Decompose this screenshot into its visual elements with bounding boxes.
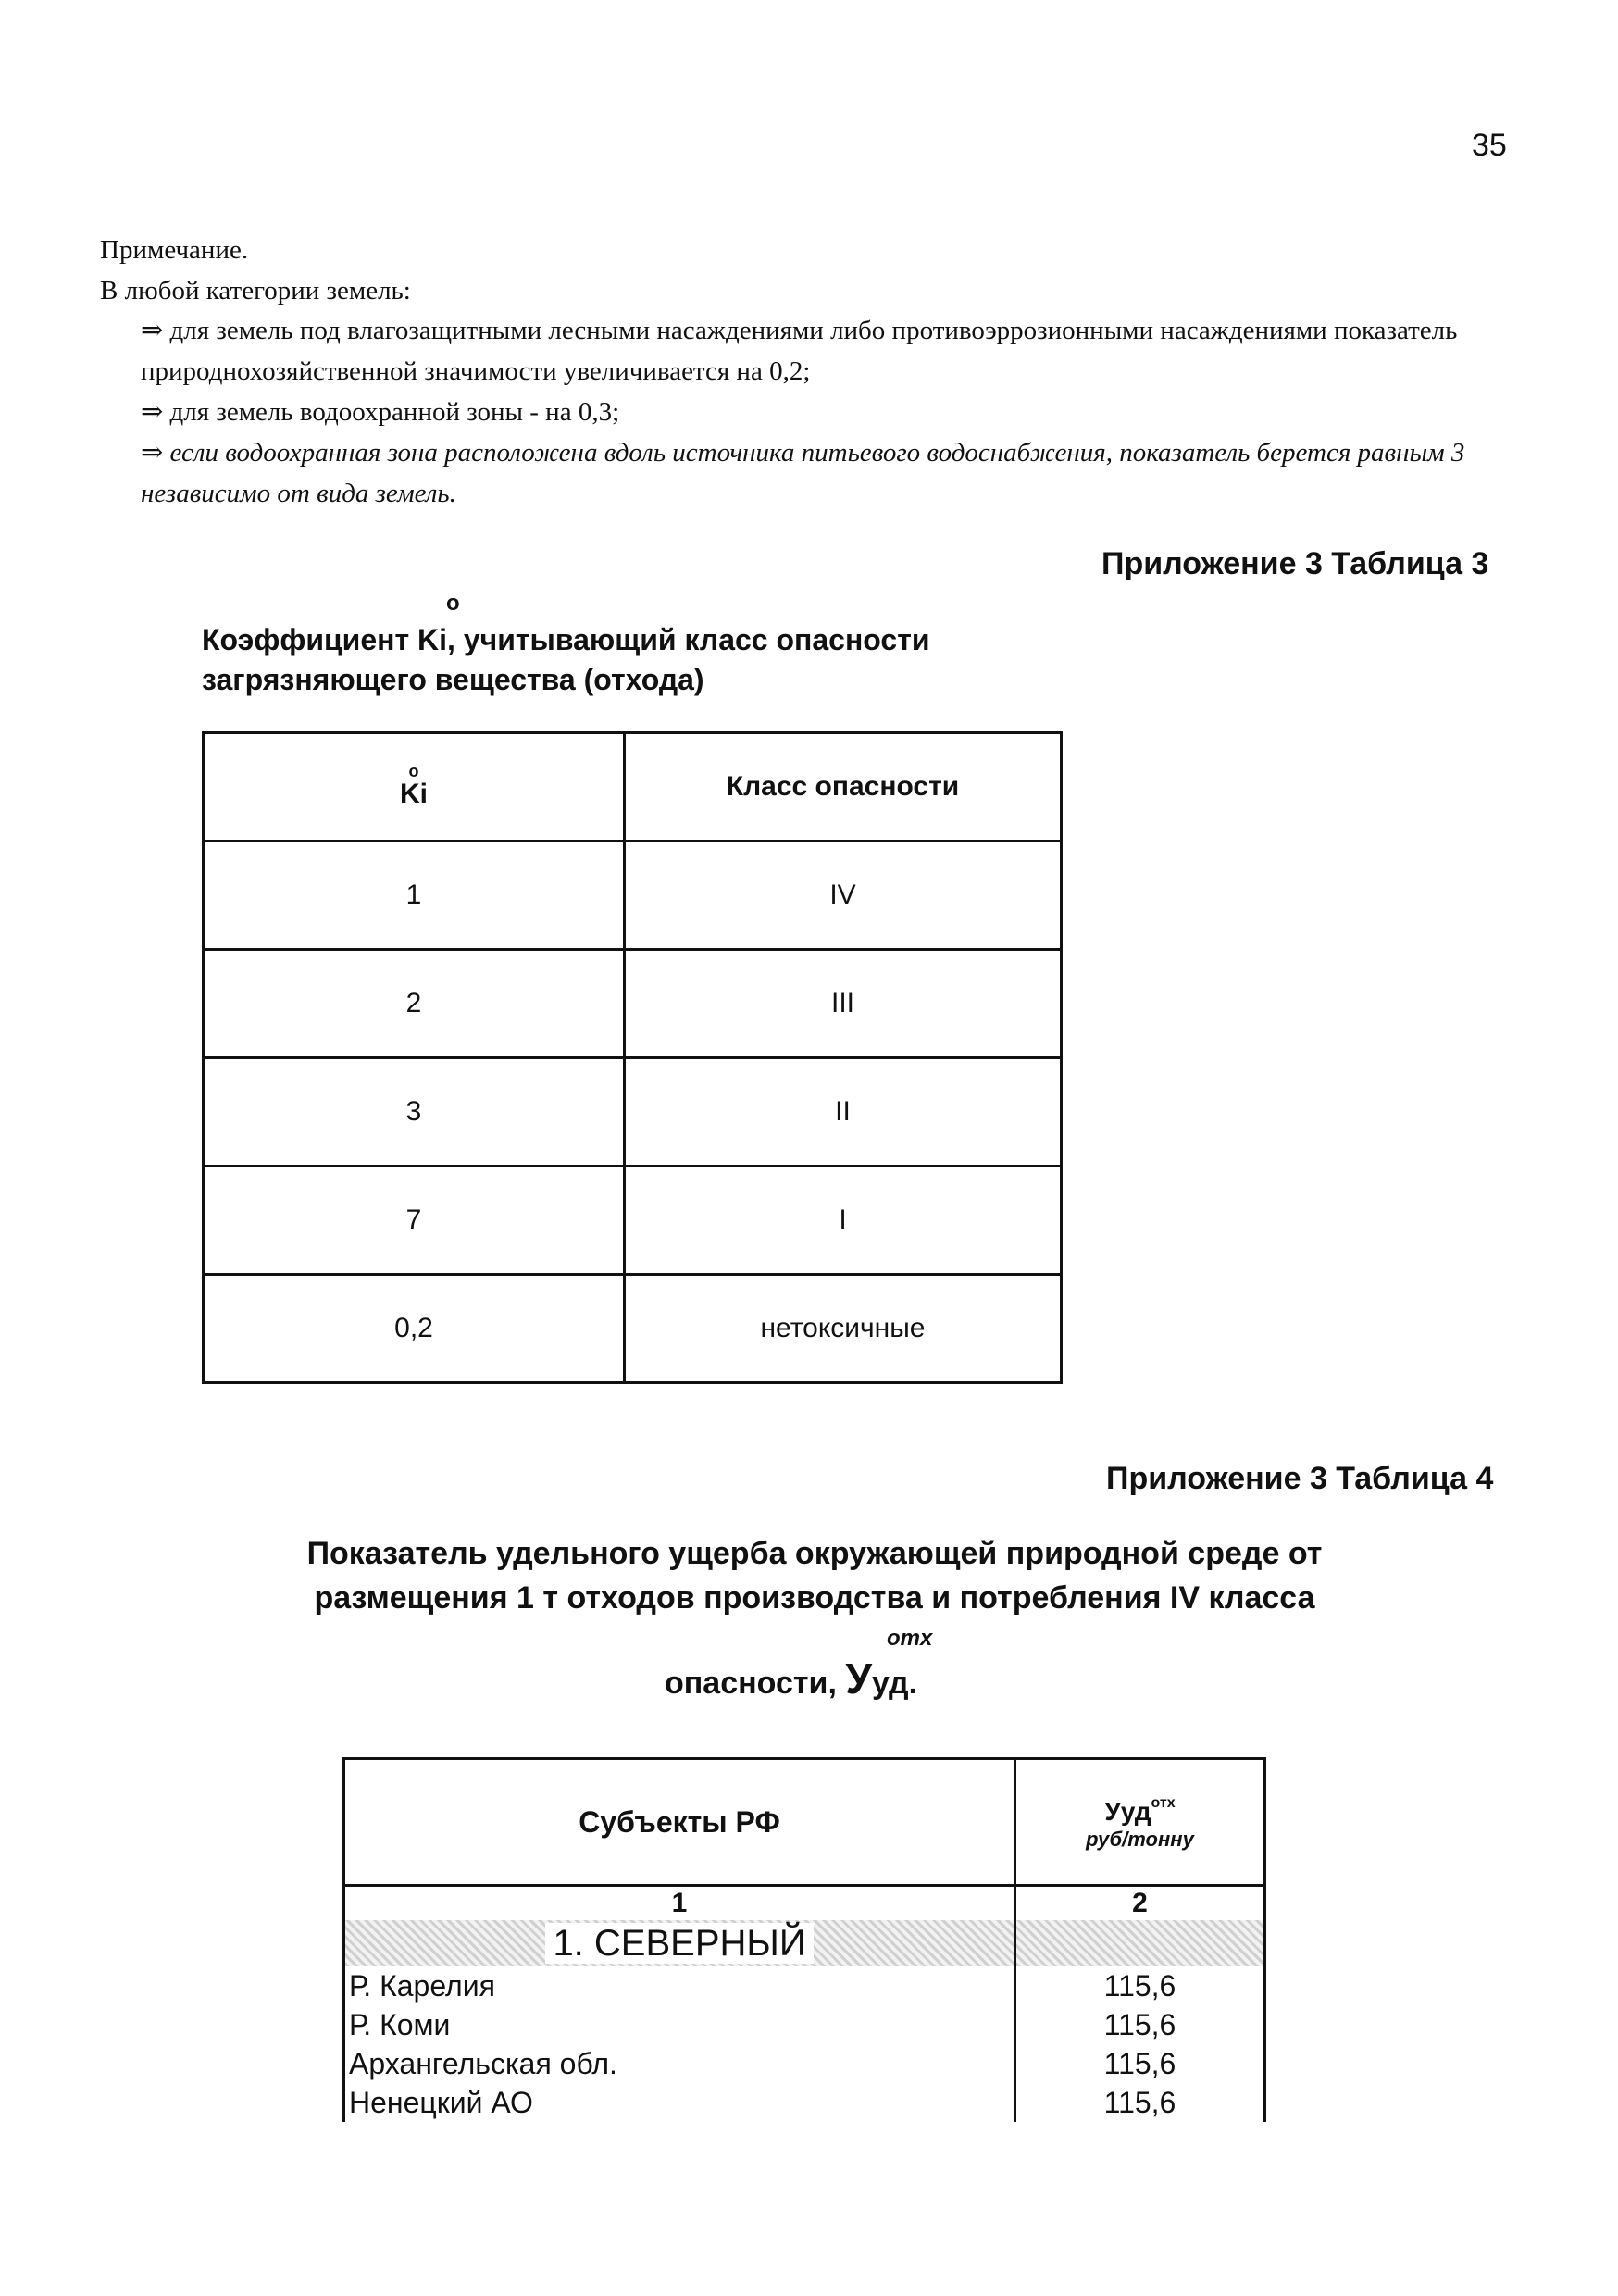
note-title: Примечание. xyxy=(100,235,249,265)
table-row xyxy=(344,2083,1265,2122)
table-row xyxy=(204,842,1062,950)
column-number: 1 xyxy=(344,1886,1015,1921)
class-header: Класс опасности xyxy=(625,733,1062,842)
note-intro: В любой категории земель: xyxy=(100,276,411,306)
rate-value: 115,6 xyxy=(1015,2083,1265,2122)
class-cell: I xyxy=(625,1167,1062,1275)
subject-name: Р. Карелия xyxy=(344,1966,1015,2005)
page-number: 35 xyxy=(1472,128,1507,163)
ki-header-label: Ki xyxy=(400,779,428,809)
ki-cell: 7 xyxy=(204,1167,625,1275)
class-cell: нетоксичные xyxy=(625,1275,1062,1383)
table-row xyxy=(204,1167,1062,1275)
ki-header-superscript: o xyxy=(408,762,419,780)
note-bullet: ⇒ для земель под влагозащитными лесными насаждениями либо противоэррозионными насаждениями показатель природнохозяйственной значимости увеличивается на 0,2; xyxy=(141,316,1458,386)
subject-name: Ненецкий АО xyxy=(344,2083,1015,2122)
table4-title-line2: размещения 1 т отходов производства и потребления IV класса xyxy=(314,1580,1315,1616)
table4-title-symbol: У xyxy=(845,1654,872,1703)
table-row xyxy=(344,2044,1265,2083)
table4-title-subscript: уд. xyxy=(871,1666,918,1701)
region-cell xyxy=(344,1920,1015,1966)
region-label: 1. СЕВЕРНЫЙ xyxy=(545,1923,813,1964)
region-cell-shaded xyxy=(1015,1920,1265,1966)
table4-title-line1: Показатель удельного ущерба окружающей природной среде от xyxy=(306,1536,1323,1571)
class-cell: IV xyxy=(625,842,1062,950)
table-row xyxy=(204,950,1062,1058)
rate-header-superscript: отх xyxy=(1151,1794,1176,1811)
subject-name: Архангельская обл. xyxy=(344,2044,1015,2083)
table-header-row xyxy=(204,733,1062,842)
column-number: 2 xyxy=(1015,1886,1265,1921)
table-header-row xyxy=(344,1759,1265,1886)
table-row xyxy=(344,1966,1265,2005)
table-row xyxy=(344,2005,1265,2044)
subjects-header: Субъекты РФ xyxy=(344,1759,1015,1886)
ki-header xyxy=(204,733,625,842)
rate-header-unit: руб/тонну xyxy=(1086,1827,1194,1851)
table4-title-superscript: отх xyxy=(887,1626,933,1651)
appendix-label-table3: Приложение 3 Таблица 3 xyxy=(1101,546,1489,581)
table3-title: Коэффициент Ki, учитывающий класс опасности загрязняющего вещества (отхода) xyxy=(202,623,930,696)
ki-cell: 2 xyxy=(204,950,625,1058)
class-cell: III xyxy=(625,950,1062,1058)
hazard-class-table xyxy=(202,731,1063,1384)
ki-cell: 1 xyxy=(204,842,625,950)
rate-value: 115,6 xyxy=(1015,1966,1265,2005)
rate-value: 115,6 xyxy=(1015,2005,1265,2044)
class-cell: II xyxy=(625,1058,1062,1167)
note-bullet: ⇒ для земель водоохранной зоны - на 0,3; xyxy=(141,397,620,427)
table-row xyxy=(204,1275,1062,1383)
appendix-label-table4: Приложение 3 Таблица 4 xyxy=(1106,1461,1494,1496)
region-row xyxy=(344,1920,1265,1966)
table-row xyxy=(204,1058,1062,1167)
table4-title xyxy=(222,1531,1407,1620)
rate-header xyxy=(1015,1759,1265,1886)
note-bullet: ⇒ если водоохранная зона расположена вдоль источника питьевого водоснабжения, показатель берется равным 3 независимо от вида земель. xyxy=(141,438,1465,508)
subject-name: Р. Коми xyxy=(344,2005,1015,2044)
ki-cell: 0,2 xyxy=(204,1275,625,1383)
table4-title-line3-text: опасности, xyxy=(665,1666,846,1701)
damage-rate-table xyxy=(342,1757,1266,2122)
ki-cell: 3 xyxy=(204,1058,625,1167)
table3-title-superscript: o xyxy=(446,591,460,616)
table4-title-line3 xyxy=(665,1653,917,1703)
column-number-row xyxy=(344,1886,1265,1921)
rate-value: 115,6 xyxy=(1015,2044,1265,2083)
rate-header-symbol: Ууд xyxy=(1104,1796,1151,1826)
